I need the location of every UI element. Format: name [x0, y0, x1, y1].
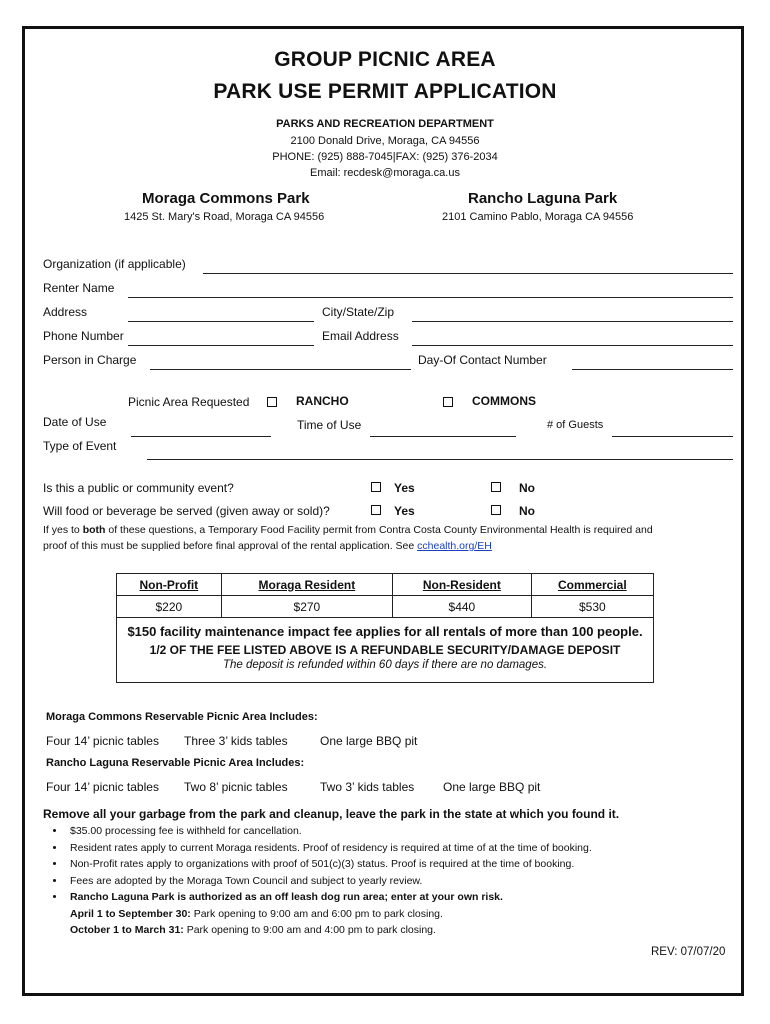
fee-header-commercial: Commercial [531, 574, 653, 596]
list-item: • $35.00 processing fee is withheld for cancellation. [66, 823, 746, 840]
organization-label: Organization (if applicable) [43, 257, 186, 271]
revision-date: REV: 07/07/20 [651, 946, 726, 958]
commons-item-3: One large BBQ pit [320, 734, 418, 748]
person-in-charge-field[interactable] [150, 369, 411, 370]
department-phone-fax: PHONE: (925) 888-7045|FAX: (925) 376-2034 [272, 151, 498, 163]
type-of-event-field[interactable] [147, 459, 733, 460]
rules-list [46, 823, 746, 939]
fee-header-nonprofit: Non-Profit [117, 574, 222, 596]
deposit-refund-note: The deposit is refunded within 60 days if there are no damages. [222, 659, 548, 671]
email-address-field[interactable] [412, 345, 733, 346]
list-item [66, 889, 746, 939]
list-item: • Resident rates apply to current Moraga residents. Proof of residency is required at time of at the time of booking. [66, 840, 746, 857]
fee-value-resident: $270 [221, 596, 392, 618]
rancho-option-label: RANCHO [296, 394, 349, 408]
day-of-contact-field[interactable] [572, 369, 733, 370]
renter-name-label: Renter Name [43, 281, 115, 295]
num-guests-field[interactable] [612, 436, 733, 437]
fee-value-nonprofit: $220 [117, 596, 222, 618]
cchealth-link[interactable]: cchealth.org/EH [417, 540, 492, 552]
date-of-use-label: Date of Use [43, 415, 107, 429]
date-of-use-field[interactable] [131, 436, 271, 437]
commons-option-label: COMMONS [472, 394, 536, 408]
time-of-use-field[interactable] [370, 436, 516, 437]
form-title-line1: GROUP PICNIC AREA [274, 48, 496, 71]
rancho-includes-heading: Rancho Laguna Reservable Picnic Area Includes: [46, 757, 305, 769]
address-field[interactable] [128, 321, 314, 322]
commons-park-address: 1425 St. Mary's Road, Moraga CA 94556 [124, 211, 325, 223]
winter-hours: Park opening to 9:00 am and 4:00 pm to park closing. [183, 924, 436, 936]
food-permit-note-line2: proof of this must be supplied before final approval of the rental application. See cchealth.org/EH [43, 540, 492, 552]
renter-name-field[interactable] [128, 297, 733, 298]
rancho-park-address: 2101 Camino Pablo, Moraga CA 94556 [442, 211, 634, 223]
person-in-charge-label: Person in Charge [43, 353, 137, 367]
day-of-contact-label: Day-Of Contact Number [418, 353, 547, 367]
city-state-zip-label: City/State/Zip [322, 305, 395, 319]
department-address: 2100 Donald Drive, Moraga, CA 94556 [290, 135, 480, 147]
public-event-yes-label: Yes [394, 481, 415, 495]
garbage-rule: Remove all your garbage from the park and cleanup, leave the park in the state at which you found it. [43, 807, 620, 821]
public-event-yes-checkbox[interactable] [371, 482, 381, 492]
picnic-area-requested-label: Picnic Area Requested [128, 395, 250, 409]
commons-checkbox[interactable] [443, 397, 453, 407]
food-served-yes-checkbox[interactable] [371, 505, 381, 515]
public-event-no-checkbox[interactable] [491, 482, 501, 492]
food-served-no-checkbox[interactable] [491, 505, 501, 515]
rancho-item-3: Two 3’ kids tables [320, 780, 415, 794]
fee-notes-box [116, 618, 654, 683]
rancho-checkbox[interactable] [267, 397, 277, 407]
phone-number-field[interactable] [128, 345, 314, 346]
commons-item-2: Three 3’ kids tables [184, 734, 288, 748]
rancho-item-4: One large BBQ pit [443, 780, 541, 794]
winter-hours-label: October 1 to March 31: [70, 924, 184, 936]
deposit-note: 1/2 OF THE FEE LISTED ABOVE IS A REFUNDABLE SECURITY/DAMAGE DEPOSIT [149, 643, 621, 657]
summer-hours: Park opening to 9:00 am and 6:00 pm to park closing. [190, 907, 443, 920]
rancho-item-1: Four 14’ picnic tables [46, 780, 159, 794]
list-item: • Fees are adopted by the Moraga Town Council and subject to yearly review. [66, 873, 746, 890]
food-served-yes-label: Yes [394, 504, 415, 518]
summer-hours-label: April 1 to September 30: [70, 907, 191, 920]
list-item: • Non-Profit rates apply to organizations with proof of 501(c)(3) status. Proof is required at the time of booking. [66, 856, 746, 873]
public-event-no-label: No [519, 481, 535, 495]
food-served-no-label: No [519, 504, 535, 518]
fee-value-commercial: $530 [531, 596, 653, 618]
commons-park-name: Moraga Commons Park [142, 190, 310, 207]
department-name: PARKS AND RECREATION DEPARTMENT [276, 118, 494, 130]
department-email: Email: recdesk@moraga.ca.us [310, 167, 460, 179]
food-permit-note-line1: If yes to both of these questions, a Temporary Food Facility permit from Contra Costa County Environmental Health is required and [43, 524, 653, 536]
time-of-use-label: Time of Use [297, 418, 362, 432]
num-guests-label: # of Guests [547, 419, 604, 431]
commons-includes-heading: Moraga Commons Reservable Picnic Area Includes: [46, 711, 318, 723]
organization-field[interactable] [203, 273, 733, 274]
phone-number-label: Phone Number [43, 329, 124, 343]
email-address-label: Email Address [322, 329, 399, 343]
city-state-zip-field[interactable] [412, 321, 733, 322]
fee-header-resident: Moraga Resident [221, 574, 392, 596]
food-served-question: Will food or beverage be served (given away or sold)? [43, 504, 330, 518]
type-of-event-label: Type of Event [43, 439, 117, 453]
maintenance-fee-note: $150 facility maintenance impact fee applies for all rentals of more than 100 people. [127, 624, 643, 639]
address-label: Address [43, 305, 88, 319]
fee-value-nonresident: $440 [393, 596, 532, 618]
form-title-line2: PARK USE PERMIT APPLICATION [213, 80, 557, 103]
dog-run-note: Rancho Laguna Park is authorized as an off leash dog run area; enter at your own risk. [70, 891, 503, 903]
fee-header-nonresident: Non-Resident [393, 574, 532, 596]
fee-table [116, 573, 654, 618]
rancho-item-2: Two 8’ picnic tables [184, 780, 288, 794]
public-event-question: Is this a public or community event? [43, 481, 234, 495]
rancho-park-name: Rancho Laguna Park [468, 190, 618, 207]
commons-item-1: Four 14’ picnic tables [46, 734, 159, 748]
